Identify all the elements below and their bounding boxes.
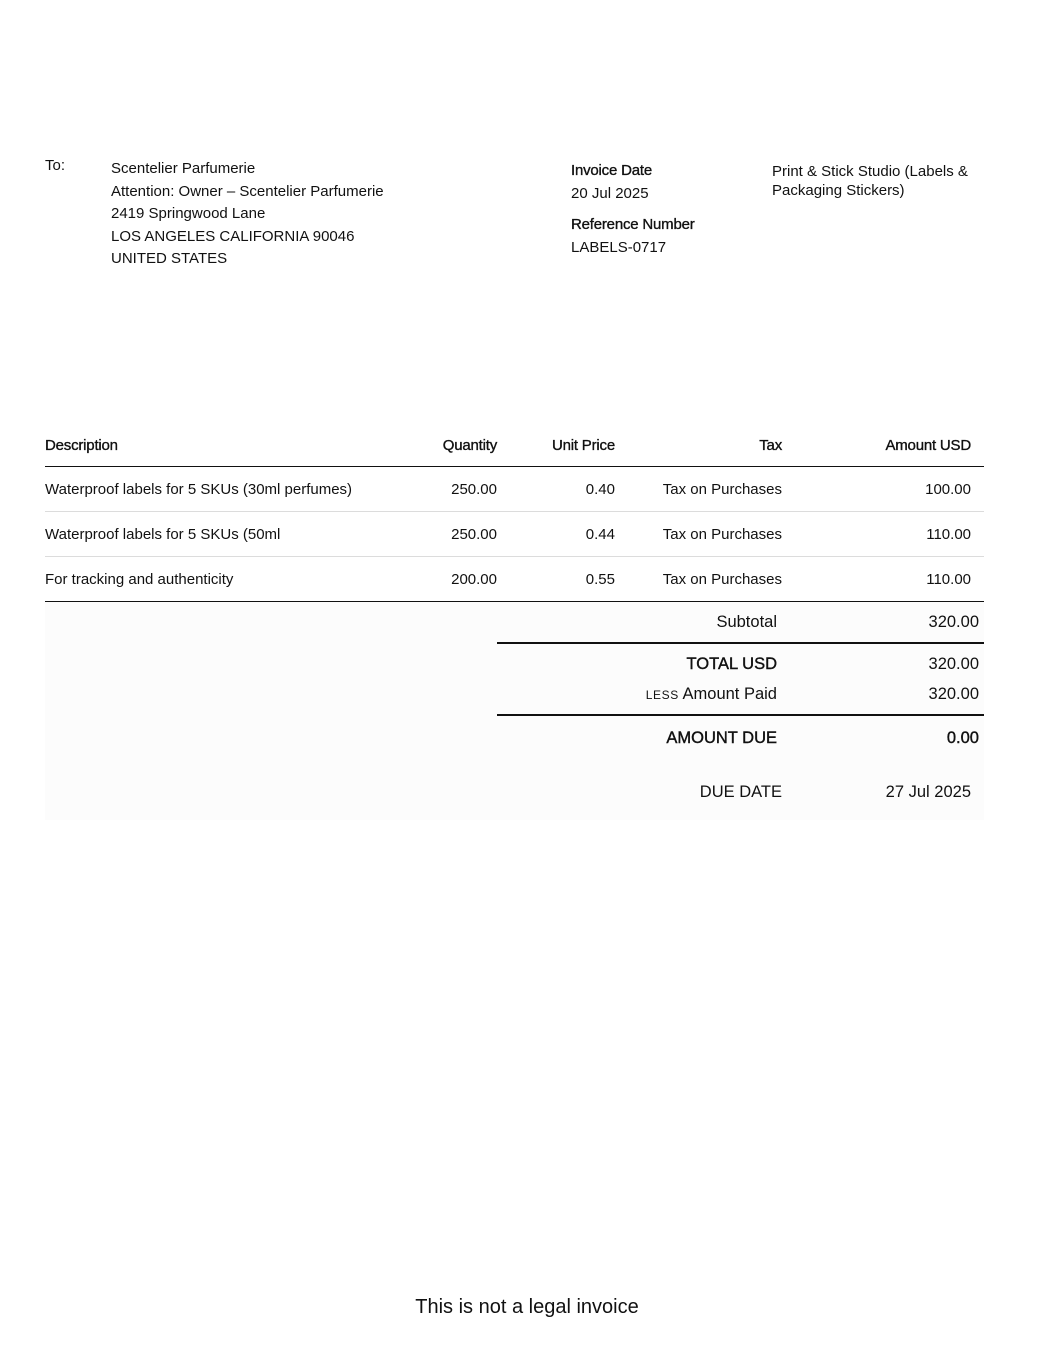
recipient-address (111, 158, 384, 271)
legal-notice: This is not a legal invoice (415, 1296, 639, 1318)
item-tax: Tax on Purchases (662, 526, 782, 543)
item-amount: 100.00 (925, 481, 971, 498)
item-amount: 110.00 (926, 571, 971, 588)
item-quantity: 200.00 (451, 571, 497, 588)
reference-number-label: Reference Number (571, 216, 695, 233)
recipient-name: Scentelier Parfumerie (111, 160, 256, 177)
sender-name: Print & Stick Studio (Labels & Packaging Stickers) (772, 163, 968, 199)
item-quantity: 250.00 (451, 526, 497, 543)
item-unit-price: 0.44 (585, 526, 615, 543)
line-items-table (45, 428, 984, 602)
amount-due-divider (497, 714, 984, 716)
due-date-value: 27 Jul 2025 (885, 783, 971, 801)
table-header (45, 428, 984, 467)
table-row (45, 557, 984, 602)
invoice-meta (571, 162, 695, 256)
header-quantity: Quantity (442, 437, 497, 454)
table-row (45, 467, 984, 512)
amount-paid-label (646, 685, 777, 704)
recipient-street: 2419 Springwood Lane (111, 205, 266, 222)
invoice-date-label: Invoice Date (571, 162, 652, 179)
to-label: To: (45, 157, 66, 174)
item-description: Waterproof labels for 5 SKUs (50ml (45, 526, 281, 543)
item-amount: 110.00 (926, 526, 971, 543)
amount-due-value: 0.00 (946, 729, 979, 747)
item-description: For tracking and authenticity (45, 571, 234, 588)
amount-paid-value: 320.00 (928, 685, 979, 703)
invoice-date: 20 Jul 2025 (571, 185, 649, 202)
table-row (45, 512, 984, 557)
item-description: Waterproof labels for 5 SKUs (30ml perfumes) (45, 481, 353, 498)
totals-section (45, 602, 984, 820)
item-tax: Tax on Purchases (662, 571, 782, 588)
amount-paid-text: Amount Paid (682, 685, 777, 703)
subtotal-label: Subtotal (716, 613, 777, 631)
total-value: 320.00 (928, 655, 979, 673)
subtotal-value: 320.00 (928, 613, 979, 631)
item-tax: Tax on Purchases (662, 481, 782, 498)
less-prefix: LESS (645, 688, 679, 702)
recipient-city: LOS ANGELES CALIFORNIA 90046 (111, 227, 355, 245)
item-unit-price: 0.55 (585, 571, 615, 588)
item-unit-price: 0.40 (585, 481, 615, 498)
header-unit-price: Unit Price (551, 437, 615, 454)
header-description: Description (45, 437, 118, 454)
header-tax: Tax (759, 437, 782, 454)
amount-due-label: AMOUNT DUE (666, 729, 777, 747)
recipient-attention: Attention: Owner – Scentelier Parfumerie (111, 182, 384, 200)
reference-number: LABELS-0717 (571, 239, 667, 256)
total-label: TOTAL USD (686, 655, 777, 673)
header-amount: Amount USD (885, 437, 971, 454)
recipient-country: UNITED STATES (111, 250, 228, 267)
due-date-label: DUE DATE (699, 783, 782, 801)
item-quantity: 250.00 (451, 481, 497, 498)
subtotal-divider (497, 642, 984, 644)
